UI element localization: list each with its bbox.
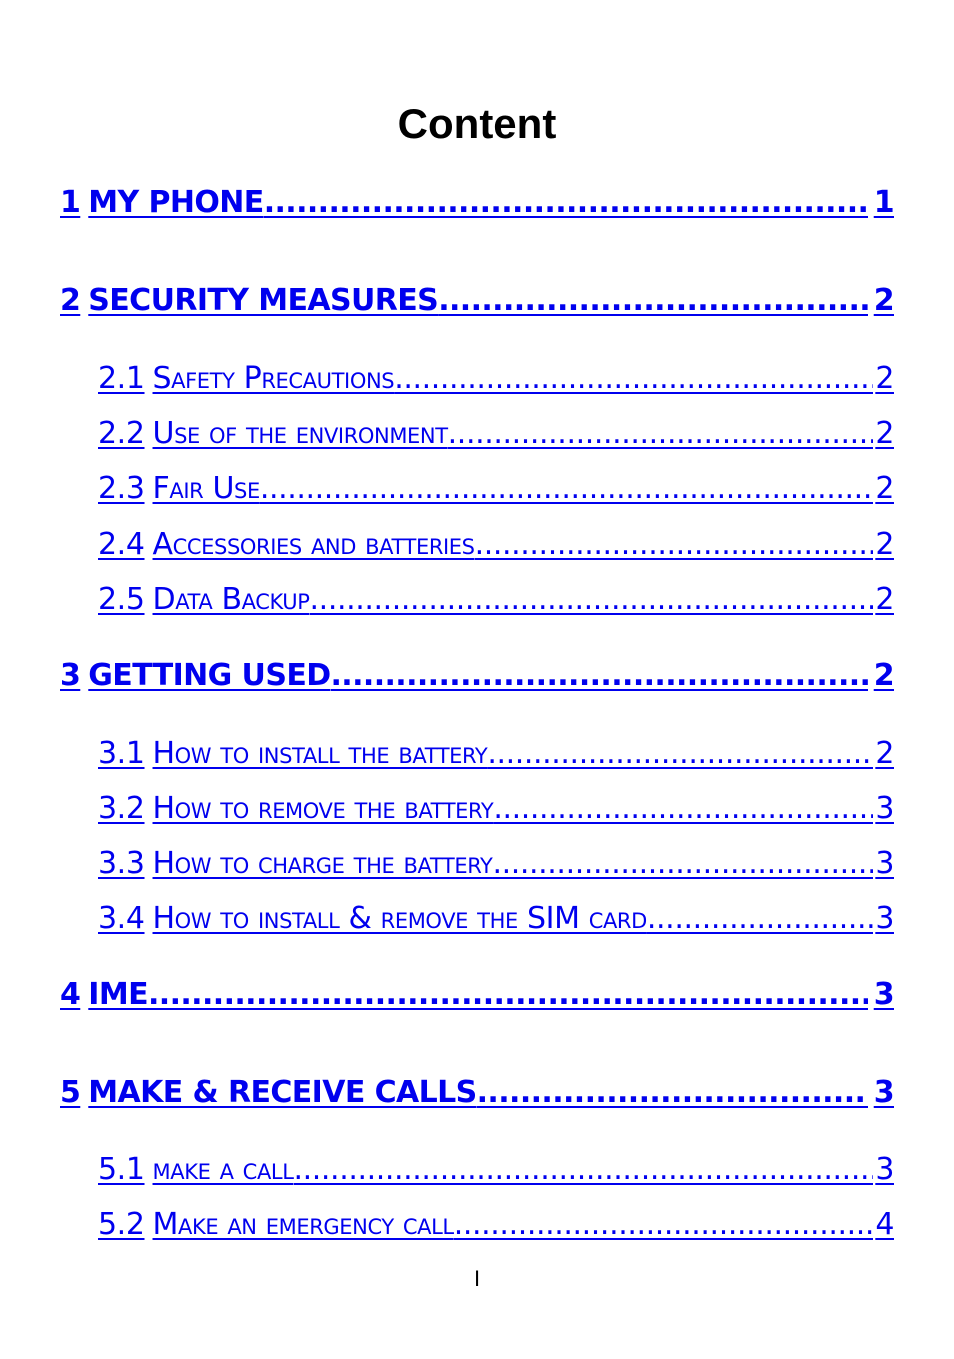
toc-number: 5.2 — [98, 1207, 145, 1242]
toc-leader — [647, 901, 873, 936]
toc-leader — [148, 977, 868, 1012]
toc-entry-4[interactable] — [60, 977, 894, 1012]
toc-label: Accessories and batteries — [152, 527, 475, 562]
toc-entry-2-2[interactable] — [98, 416, 894, 451]
toc-leader — [264, 185, 868, 220]
toc-leader — [294, 1152, 874, 1187]
toc-leader — [492, 846, 873, 881]
toc-leader — [487, 736, 873, 771]
toc-number: 2.5 — [98, 582, 145, 617]
toc-label: MY PHONE — [88, 185, 264, 220]
toc-number: 2.3 — [98, 471, 145, 506]
toc-entry-3-4[interactable] — [98, 901, 894, 936]
toc-label: How to charge the battery — [152, 846, 493, 881]
toc-number: 3.1 — [98, 736, 145, 771]
toc-page-number: 3 — [875, 1152, 894, 1187]
toc-number: 2.2 — [98, 416, 145, 451]
toc-label: How to install the battery — [152, 736, 488, 771]
toc-number: 3.2 — [98, 791, 145, 826]
toc-entry-2[interactable] — [60, 283, 894, 318]
toc-label: GETTING USED — [88, 658, 331, 693]
toc-number: 3.4 — [98, 901, 145, 936]
toc-leader — [448, 416, 874, 451]
toc-leader — [438, 283, 868, 318]
toc-label: IME — [88, 977, 148, 1012]
toc-page-number: 1 — [873, 185, 894, 220]
toc-page-number: 2 — [873, 658, 894, 693]
toc-entry-3-2[interactable] — [98, 791, 894, 826]
toc-number: 2 — [60, 283, 81, 318]
toc-leader — [310, 582, 874, 617]
toc-number: 5 — [60, 1075, 81, 1110]
toc-entry-3[interactable] — [60, 658, 894, 693]
toc-page-number: 2 — [875, 527, 894, 562]
toc-page-number: 2 — [873, 283, 894, 318]
toc-leader — [394, 361, 873, 396]
toc-leader — [454, 1207, 874, 1242]
toc-label: Make an emergency call — [152, 1207, 454, 1242]
toc-entry-1[interactable] — [60, 185, 894, 220]
toc-label: How to remove the battery — [152, 791, 494, 826]
toc-page-number: 4 — [875, 1207, 894, 1242]
toc-number: 1 — [60, 185, 81, 220]
toc-number: 2.1 — [98, 361, 145, 396]
toc-entry-5-2[interactable] — [98, 1207, 894, 1242]
page-title: Content — [397, 100, 557, 147]
toc-page-number: 3 — [875, 846, 894, 881]
toc-number: 3 — [60, 658, 81, 693]
toc-leader — [331, 658, 868, 693]
toc-page-number: 2 — [875, 582, 894, 617]
toc-number: 5.1 — [98, 1152, 145, 1187]
toc-label: make a call — [152, 1152, 294, 1187]
toc-page-number: 2 — [875, 416, 894, 451]
toc-label: SECURITY MEASURES — [88, 283, 439, 318]
toc-entry-2-1[interactable] — [98, 361, 894, 396]
toc-page-number: 3 — [875, 791, 894, 826]
toc-entry-5[interactable] — [60, 1075, 894, 1110]
toc-leader — [477, 1075, 868, 1110]
toc-page-number: 3 — [873, 1075, 894, 1110]
toc-entry-3-1[interactable] — [98, 736, 894, 771]
toc-leader — [260, 471, 873, 506]
toc-label: How to install & remove the SIM card — [152, 901, 647, 936]
toc-leader — [475, 527, 874, 562]
toc-page-number: 2 — [875, 361, 894, 396]
toc-entry-5-1[interactable] — [98, 1152, 894, 1187]
toc-entry-3-3[interactable] — [98, 846, 894, 881]
toc-entry-2-5[interactable] — [98, 582, 894, 617]
toc-number: 2.4 — [98, 527, 145, 562]
toc-page-number: 2 — [875, 736, 894, 771]
toc-label: Safety Precautions — [152, 361, 395, 396]
toc-page-number: 3 — [875, 901, 894, 936]
toc-page-number: 2 — [875, 471, 894, 506]
footer-page-number: I — [473, 1266, 481, 1291]
toc-label: Data Backup — [152, 582, 310, 617]
toc-entry-2-3[interactable] — [98, 471, 894, 506]
toc-label: MAKE & RECEIVE CALLS — [88, 1075, 477, 1110]
toc-entry-2-4[interactable] — [98, 527, 894, 562]
toc-label: Fair Use — [152, 471, 260, 506]
toc-number: 4 — [60, 977, 81, 1012]
toc-leader — [493, 791, 873, 826]
toc-page-number: 3 — [873, 977, 894, 1012]
toc-number: 3.3 — [98, 846, 145, 881]
toc-label: Use of the environment — [152, 416, 448, 451]
